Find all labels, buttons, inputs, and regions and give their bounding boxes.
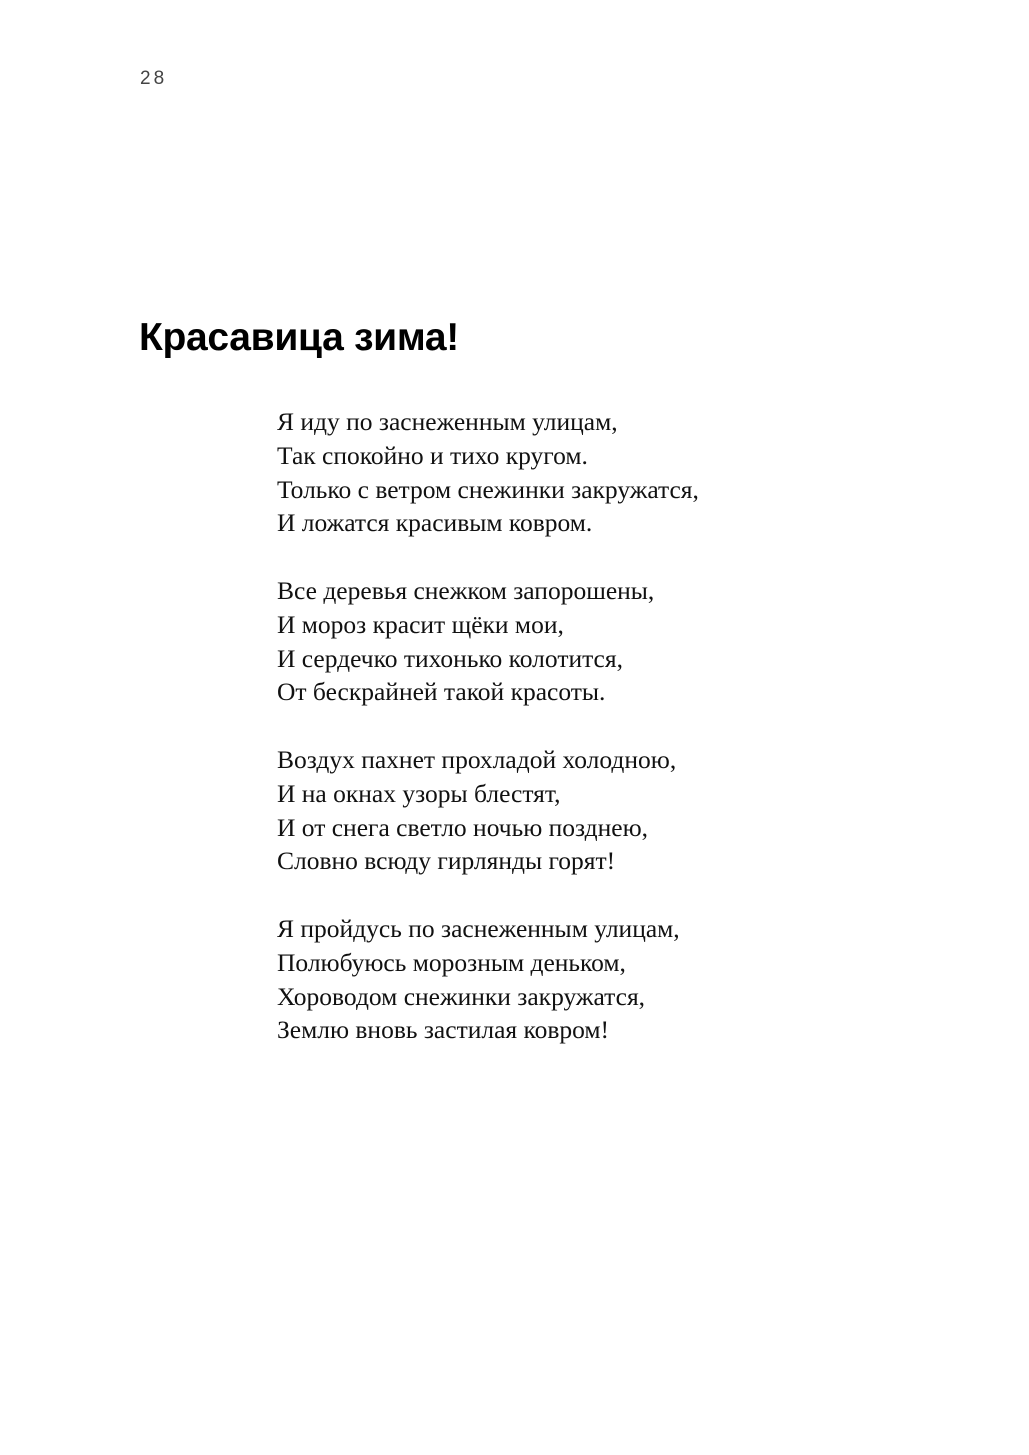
poem-body bbox=[277, 405, 699, 1081]
verse-line: Словно всюду гирлянды горят! bbox=[277, 846, 616, 876]
verse-line: Только с ветром снежинки закружатся, bbox=[277, 474, 699, 504]
verse-line: Все деревья снежком запорошены, bbox=[277, 575, 655, 605]
verse-line: Землю вновь застилая ковром! bbox=[277, 1015, 610, 1045]
stanza bbox=[277, 912, 699, 1047]
verse-line: И мороз красит щёки мои, bbox=[277, 609, 564, 639]
verse-line: И ложатся красивым ковром. bbox=[277, 508, 593, 538]
stanza bbox=[277, 574, 699, 709]
poem-title: Красавица зима! bbox=[139, 316, 459, 359]
verse-line: И от снега светло ночью позднею, bbox=[277, 812, 649, 842]
page-number: 28 bbox=[140, 68, 168, 89]
verse-line: Так спокойно и тихо кругом. bbox=[277, 440, 588, 470]
stanza bbox=[277, 405, 699, 540]
verse-line: Я пройдусь по заснеженным улицам, bbox=[277, 913, 680, 943]
verse-line: От бескрайней такой красоты. bbox=[277, 677, 606, 707]
verse-line: И на окнах узоры блестят, bbox=[277, 778, 561, 808]
stanza bbox=[277, 743, 699, 878]
verse-line: Полюбуюсь морозным деньком, bbox=[277, 947, 626, 977]
verse-line: Я иду по заснеженным улицам, bbox=[277, 407, 618, 436]
verse-line: Хороводом снежинки закружатся, bbox=[277, 981, 646, 1011]
verse-line: Воздух пахнет прохладой холодною, bbox=[277, 744, 677, 774]
verse-line: И сердечко тихонько колотится, bbox=[277, 643, 623, 673]
